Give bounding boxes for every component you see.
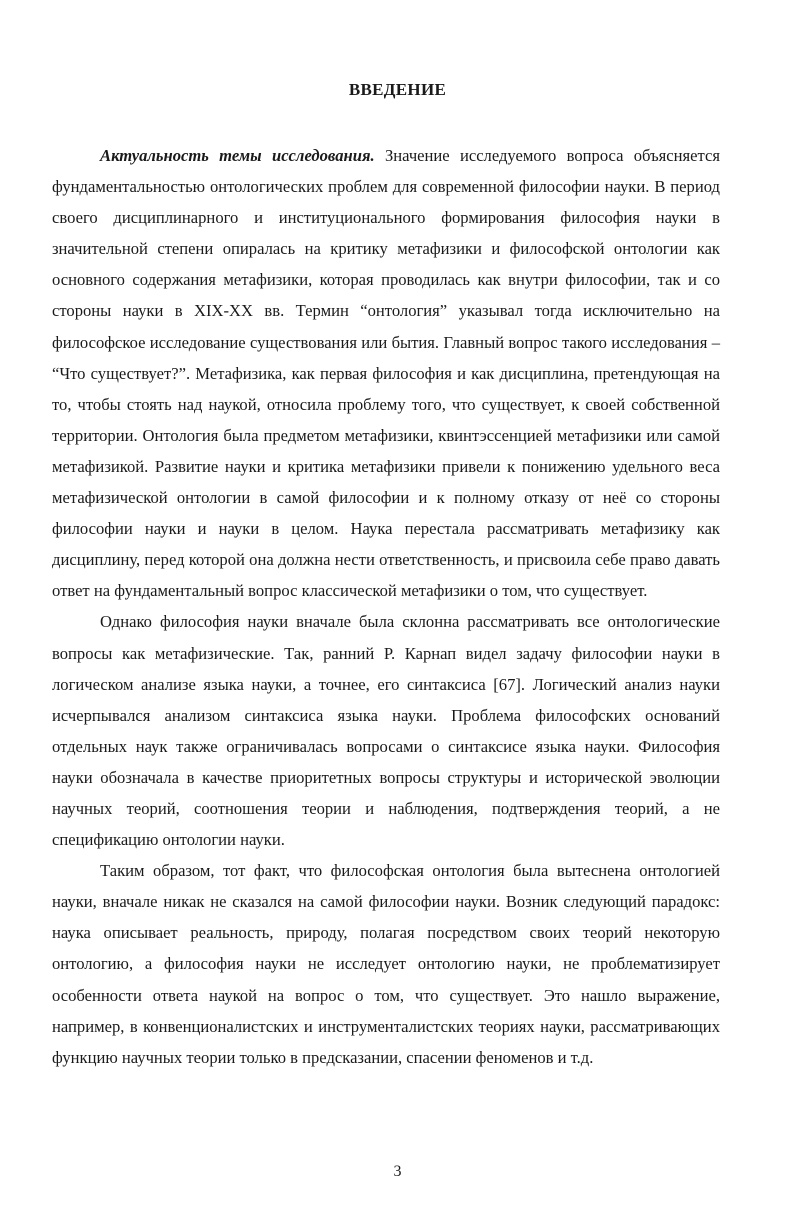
page-number: 3: [393, 1163, 402, 1180]
paragraph-text: Таким образом, тот факт, что философская онтология была вытеснена онтологией науки, вначале никак не сказался на самой философии науки. Возник следующий парадокс: наука описывает реальность, природу, полагая посредством своих теорий некоторую онтологию, а философия науки не исследует онтологию науки, не проблематизирует особенности ответа наукой на вопрос о том, что существует. Это нашло выражение, например, в конвенционалистских и инструменталистских теориях науки, рассматривающих функцию научных теории только в предсказании, спасении феноменов и т.д.: [52, 861, 720, 1067]
section-heading: ВВЕДЕНИЕ: [348, 80, 447, 99]
paragraph-paradox: [52, 855, 720, 1073]
paragraph-text: Однако философия науки вначале была склонна рассматривать все онтологические вопросы как метафизические. Так, ранний Р. Карнап видел задачу философии науки в логическом анализе языка науки, а точнее, его синтаксиса [67]. Логический анализ науки исчерпывался анализом синтаксиса языка науки. Проблема философских оснований отдельных наук также ограничивалась вопросами о синтаксисе языка науки. Философия науки обозначала в качестве приоритетных вопросы структуры и исторической эволюции научных теорий, соотношения теории и наблюдения, подтверждения теорий, а не спецификацию онтологии науки.: [52, 612, 720, 850]
paragraph-text: Значение исследуемого вопроса объясняется фундаментальностью онтологических проблем для современной философии науки. В период своего дисциплинарного и институционального формирования философия науки в значительной степени опиралась на критику метафизики и философской онтологии как основного содержания метафизики, которая проводилась как внутри философии, так и со стороны науки в XIX-XX вв. Термин “онтология” указывал тогда исключительно на философское исследование существования или бытия. Главный вопрос такого исследования – “Что существует?”. Метафизика, как первая философия и как дисциплина, претендующая на то, чтобы стоять над наукой, относила проблему того, что существует, к своей собственной территории. Онтология была предметом метафизики, квинтэссенцией метафизики или самой метафизикой. Развитие науки и критика метафизики привели к понижению удельного веса метафизической онтологии в самой философии и к полному отказу от неё со стороны философии науки и науки в целом. Наука перестала рассматривать метафизику как дисциплину, перед которой она должна нести ответственность, и присвоила себе право давать ответ на фундаментальный вопрос классической метафизики о том, что существует.: [52, 146, 720, 601]
paragraph-relevance: [52, 140, 720, 606]
paragraph-carnap: [52, 606, 720, 855]
body-text: [52, 140, 720, 1073]
paragraph-lead: Актуальность темы исследования.: [100, 146, 375, 165]
